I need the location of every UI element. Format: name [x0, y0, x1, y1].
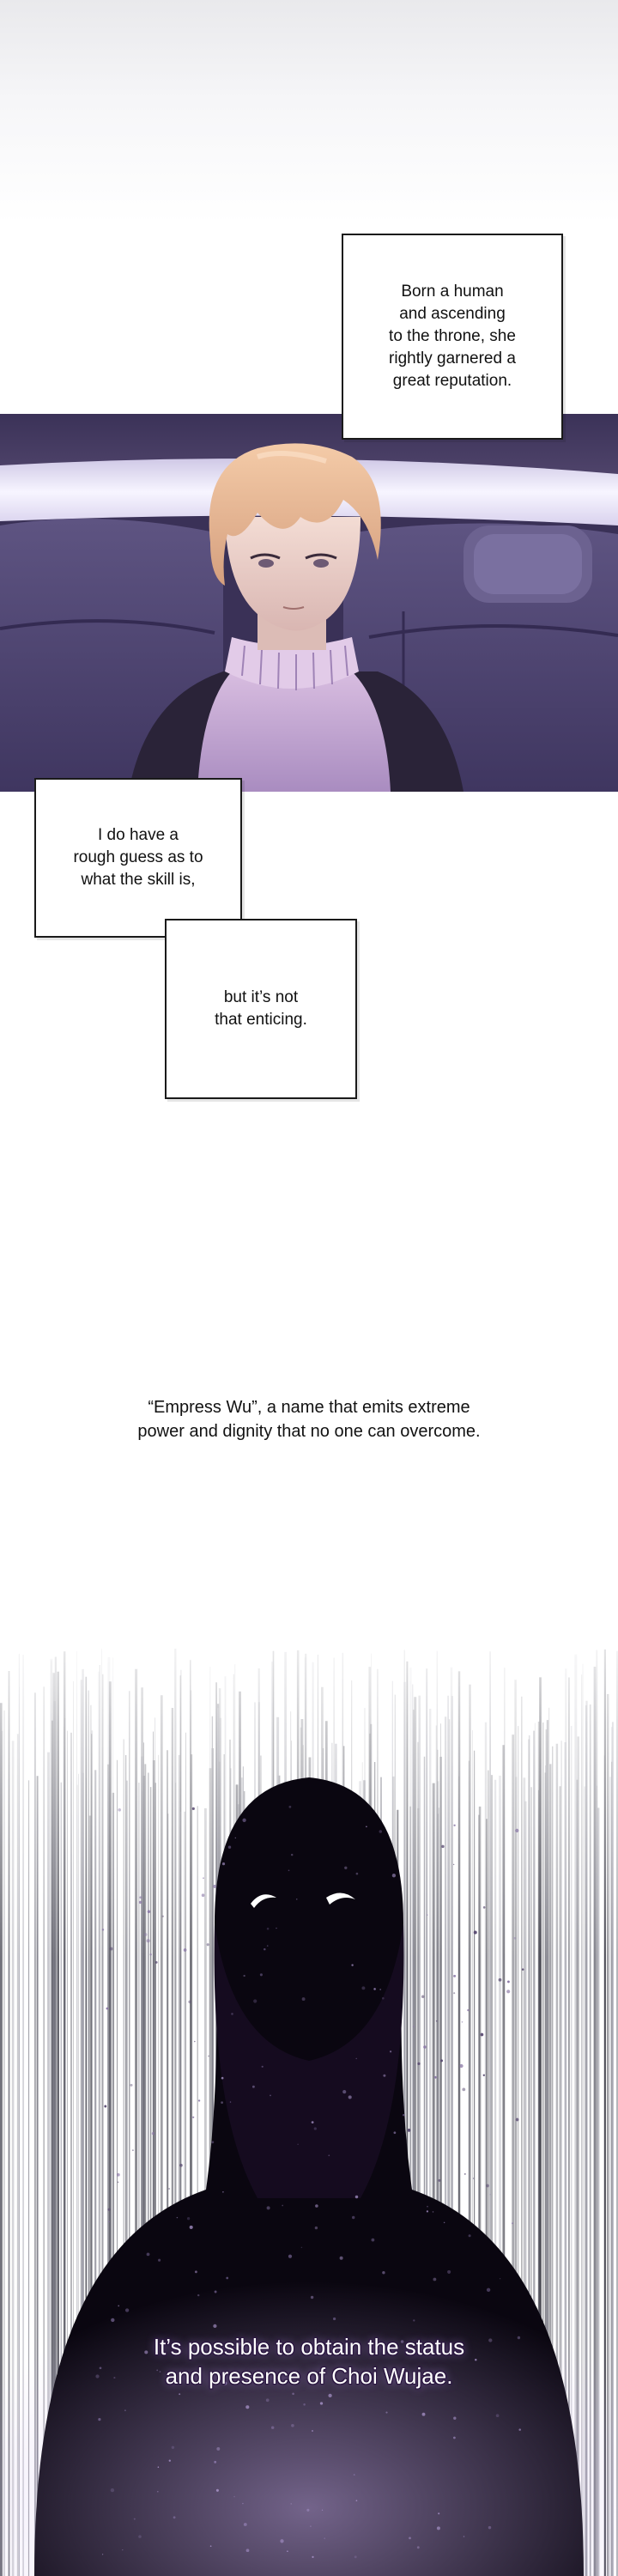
speech-line: that enticing. — [215, 1011, 307, 1029]
silhouette-illustration — [0, 1597, 618, 2576]
top-gradient — [0, 0, 618, 223]
narration-line: to the throne, she — [389, 327, 516, 345]
speech-box-two — [165, 919, 357, 1099]
narration-line: Born a human — [401, 283, 504, 301]
car-interior-panel — [0, 414, 618, 792]
empress-line: power and dignity that no one can overcome. — [137, 1422, 481, 1441]
status-line: and presence of Choi Wujae. — [165, 2363, 453, 2389]
status-line: It’s possible to obtain the status — [153, 2334, 465, 2360]
speech-box-one — [34, 778, 242, 938]
speech-line: I do have a — [97, 826, 179, 844]
speech-line: what the skill is, — [81, 871, 196, 889]
narration-text — [389, 281, 516, 392]
empress-caption — [52, 1395, 566, 1443]
silhouette-panel — [0, 1597, 618, 2576]
narration-box-top — [342, 234, 563, 440]
narration-line: and ascending — [399, 305, 506, 323]
status-caption — [52, 2332, 566, 2391]
speech-text — [73, 824, 203, 891]
narration-line: great reputation. — [392, 372, 512, 390]
speech-line: rough guess as to — [73, 848, 203, 866]
car-interior-illustration — [0, 414, 618, 792]
empress-line: “Empress Wu”, a name that emits extreme — [148, 1398, 470, 1417]
narration-line: rightly garnered a — [389, 349, 516, 368]
speech-line: but it’s not — [223, 988, 299, 1006]
speech-text — [215, 987, 307, 1031]
